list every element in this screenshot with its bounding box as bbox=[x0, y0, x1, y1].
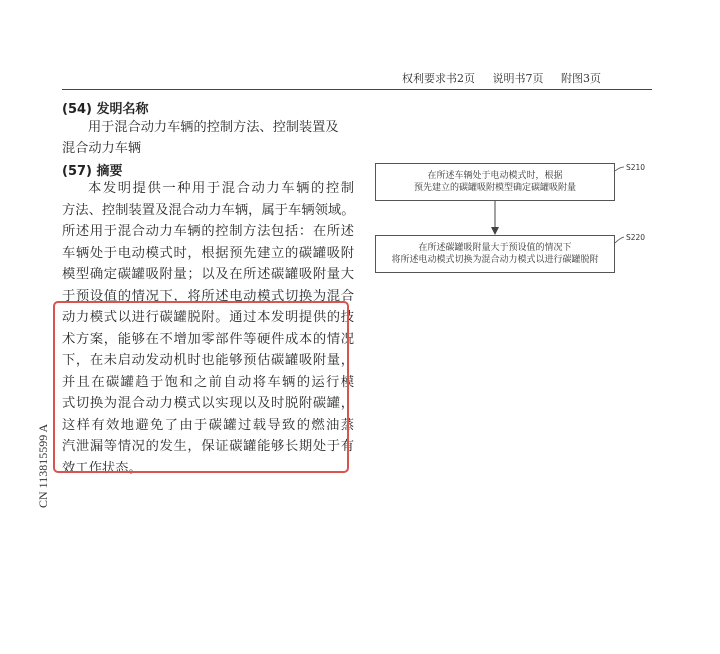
publication-number: CN 113815599 A bbox=[36, 423, 50, 508]
abstract-line: 所述用于混合动力车辆的控制方法包括：在所述 bbox=[62, 224, 354, 239]
flow-step-s210-line-2: 预先建立的碳罐吸附模型确定碳罐吸附量 bbox=[413, 183, 576, 193]
abstract-label: (57) 摘要 bbox=[62, 164, 123, 179]
abstract-line: 方法、控制装置及混合动力车辆，属于车辆领域。 bbox=[62, 202, 355, 218]
flow-step-s220-line-2: 将所述电动模式切换为混合动力模式以进行碳罐脱附 bbox=[391, 255, 599, 265]
abstract-line: 式切换为混合动力模式以实现以及时脱附碳罐， bbox=[62, 396, 354, 411]
abstract-line: 于预设值的情况下，将所述电动模式切换为混合 bbox=[62, 288, 354, 304]
abstract-line: 车辆处于电动模式时，根据预先建立的碳罐吸附 bbox=[62, 245, 354, 261]
flow-step-box-s210 bbox=[375, 163, 615, 201]
flow-step-label-s210: S210 bbox=[626, 163, 646, 172]
abstract-line: 并且在碳罐趋于饱和之前自动将车辆的运行模 bbox=[62, 374, 354, 390]
drawing-page-count: 附图3页 bbox=[561, 72, 601, 85]
abstract-line: 效工作状态。 bbox=[62, 460, 142, 476]
invention-title-label: (54) 发明名称 bbox=[62, 102, 149, 117]
highlight-box bbox=[53, 301, 349, 473]
description-page-count: 说明书7页 bbox=[492, 72, 544, 85]
flow-step-s210-line-1: 在所述车辆处于电动模式时，根据 bbox=[427, 171, 563, 181]
invention-title-line-2: 混合动力车辆 bbox=[62, 141, 142, 156]
abstract-line: 下，在未启动发动机时也能够预估碳罐吸附量， bbox=[62, 353, 354, 368]
abstract-line: 模型确定碳罐吸附量；以及在所述碳罐吸附量大 bbox=[62, 267, 354, 282]
abstract-line: 汽泄漏等情况的发生，保证碳罐能够长期处于有 bbox=[62, 439, 354, 454]
header-divider bbox=[62, 89, 652, 90]
flow-step-label-leader-s210 bbox=[615, 167, 624, 171]
abstract-line: 术方案，能够在不增加零部件等硬件成本的情况 bbox=[62, 331, 354, 347]
page-count-header bbox=[402, 70, 615, 86]
flow-step-s220-line-1: 在所述碳罐吸附量大于预设值的情况下 bbox=[418, 243, 572, 253]
abstract-line: 动力模式以进行碳罐脱附。通过本发明提供的技 bbox=[62, 310, 354, 325]
invention-title-line-1: 用于混合动力车辆的控制方法、控制装置及 bbox=[88, 120, 339, 135]
claims-page-count: 权利要求书2页 bbox=[402, 72, 475, 85]
flow-step-label-s220: S220 bbox=[626, 233, 646, 242]
flow-step-box-s220 bbox=[375, 235, 615, 273]
abstract-line: 这样有效地避免了由于碳罐过载导致的燃油蒸 bbox=[62, 417, 354, 433]
flow-step-label-leader-s220 bbox=[615, 237, 624, 243]
abstract-line: 本发明提供一种用于混合动力车辆的控制 bbox=[88, 181, 354, 196]
